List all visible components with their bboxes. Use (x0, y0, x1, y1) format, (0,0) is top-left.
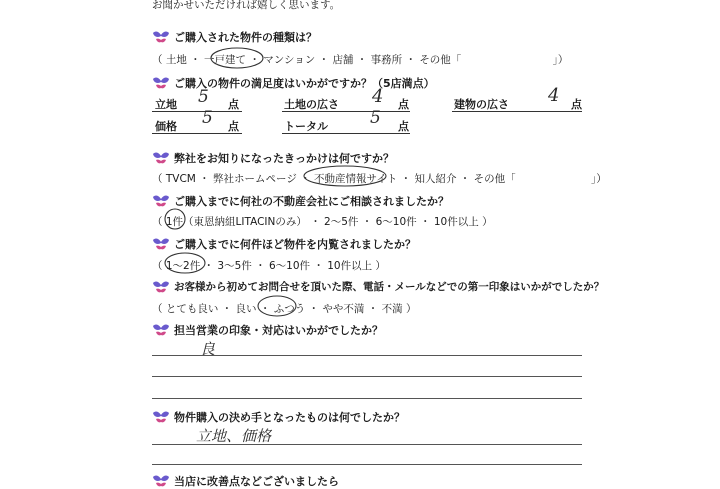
q9-title-partial: 当店に改善点などございましたら (174, 475, 339, 488)
answer-line (152, 464, 582, 465)
q7-title: 担当営業の印象・対応はいかがでしたか？ (174, 324, 383, 337)
q1-option-other[interactable]: その他「 (419, 54, 462, 66)
q1-title: ご購入された物件の種類は？ (174, 31, 317, 44)
answer-line (152, 444, 582, 445)
rating-value-building-size[interactable]: 4 (548, 85, 560, 106)
q5-option-6-10[interactable]: 6～10件 (268, 260, 311, 272)
q3-option-other[interactable]: その他「 (473, 173, 516, 185)
answer-line (152, 376, 582, 377)
rating-value-total[interactable]: 5 (370, 108, 381, 128)
q6-options: （ とても良い ・ 良い ・ ふつう ・ やや不満 ・ 不満 ） (152, 303, 417, 315)
answer-line (152, 355, 582, 356)
selection-circle (256, 294, 298, 318)
q6-title: お客様から初めてお問合せを頂いた際、電話・メールなどでの第一印象はいかがでしたか？ (174, 281, 605, 293)
q5-option-1-2[interactable]: 1～2件 (165, 260, 201, 272)
heart-icon (152, 30, 170, 44)
selection-circle (163, 207, 187, 231)
heart-icon (152, 410, 170, 424)
q1-option-land[interactable]: 土地 (165, 54, 187, 66)
rating-label-building-size: 建物の広さ (454, 98, 509, 111)
q1-option-mansion[interactable]: マンション (263, 54, 316, 66)
q3-option-tvcm[interactable]: TVCM (165, 173, 196, 185)
q6-option-bad[interactable]: 不満 (381, 303, 403, 315)
heart-icon (152, 237, 170, 251)
q3-title: 弊社をお知りになったきっかけは何ですか？ (174, 152, 394, 165)
rating-unit: 点 (228, 120, 239, 133)
rating-value-location[interactable]: 5 (198, 87, 209, 107)
q6-option-very-good[interactable]: とても良い (165, 303, 219, 315)
heart-icon (152, 280, 170, 294)
q7-answer[interactable]: 良 (200, 340, 216, 358)
selection-circle (163, 251, 207, 275)
heart-icon (152, 323, 170, 337)
rating-label-total: トータル (284, 120, 328, 133)
q4-option-one[interactable]: 1件（東恩納組LITACINのみ） (165, 216, 307, 228)
q4-option-2-5[interactable]: 2～5件 (324, 216, 359, 228)
heart-icon (152, 76, 170, 90)
q4-option-6-10[interactable]: 6～10件 (375, 216, 417, 228)
q8-title: 物件購入の決め手となったものは何でしたか？ (174, 411, 405, 424)
q6-option-somewhat-bad[interactable]: やや不満 (322, 303, 365, 315)
selection-circle (209, 46, 265, 70)
rating-label-price: 価格 (155, 120, 177, 133)
q5-options: （ 1～2件 ・ 3～5件 ・ 6～10件 ・ 10件以上 ） (152, 260, 386, 272)
rating-unit: 点 (228, 98, 239, 111)
q3-option-homepage[interactable]: 弊社ホームページ (213, 173, 297, 185)
q1-option-store[interactable]: 店舗 (332, 54, 354, 66)
rating-label-location: 立地 (155, 98, 177, 111)
q3-option-referral[interactable]: 知人紹介 (414, 173, 457, 185)
q8-answer[interactable]: 立地、価格 (196, 427, 272, 445)
q3-option-realestate-site[interactable]: 不動産情報サイト (314, 173, 398, 185)
rating-label-land-size: 土地の広さ (284, 98, 339, 111)
q1-option-office[interactable]: 事務所 (370, 54, 403, 66)
q5-option-3-5[interactable]: 3～5件 (217, 260, 252, 272)
q4-options: （ 1件（東恩納組LITACINのみ） ・ 2～5件 ・ 6～10件 ・ 10件以上 ） (152, 216, 493, 228)
q2-title: ご購入の物件の満足度はいかがですか？（5店満点） (174, 77, 435, 90)
selection-circle (302, 164, 388, 188)
q5-option-10plus[interactable]: 10件以上 (327, 260, 373, 272)
rating-unit: 点 (571, 98, 582, 111)
q6-option-normal[interactable]: ふつう (273, 303, 306, 315)
q3-options: （ TVCM ・ 弊社ホームページ ・ 不動産情報サイト ・ 知人紹介 ・ その他「 」） (152, 173, 607, 185)
intro-text: お聞かせいただければ嬉しく思います。 (152, 0, 341, 11)
heart-icon (152, 474, 170, 488)
rating-unit: 点 (398, 120, 409, 133)
q6-option-good[interactable]: 良い (235, 303, 257, 315)
q5-title: ご購入までに何件ほど物件を内覧されましたか？ (174, 238, 416, 251)
q1-options: （ 土地 ・ 一戸建て ・ マンション ・ 店舗 ・ 事務所 ・ その他「 」） (152, 54, 569, 66)
rating-value-land-size[interactable]: 4 (372, 86, 384, 107)
q1-option-house[interactable]: 一戸建て (204, 54, 247, 66)
q4-title: ご購入までに何社の不動産会社にご相談されましたか？ (174, 195, 449, 208)
rating-value-price[interactable]: 5 (202, 108, 213, 128)
answer-line (152, 398, 582, 399)
heart-icon (152, 151, 170, 165)
q4-option-10plus[interactable]: 10件以上 (433, 216, 479, 228)
rating-unit: 点 (398, 98, 409, 111)
heart-icon (152, 194, 170, 208)
